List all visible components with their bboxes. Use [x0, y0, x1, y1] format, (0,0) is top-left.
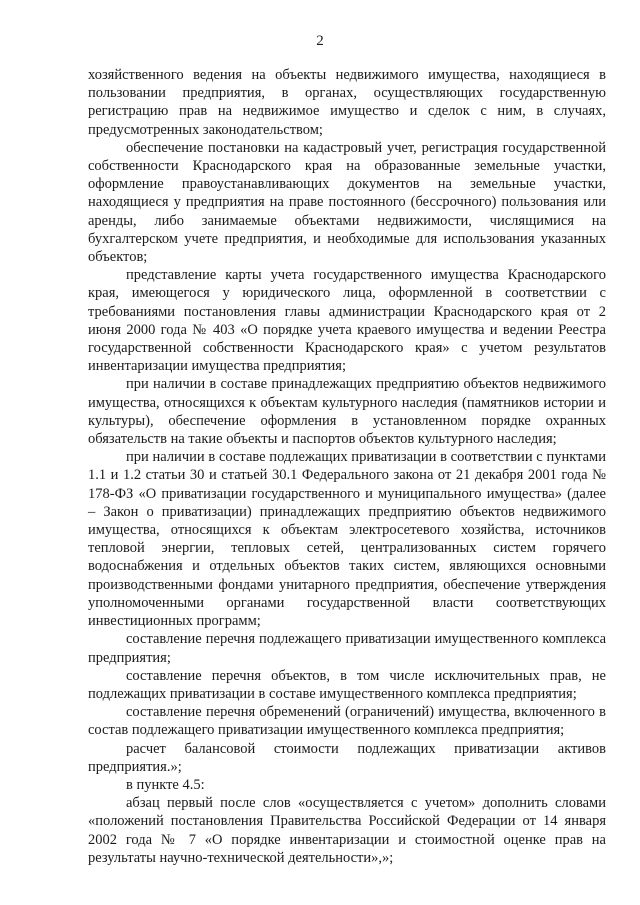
paragraph: хозяйственного ведения на объекты недвижимого имущества, находящиеся в пользовании предприятия, в органах, осуществляющих государственную регистрацию прав на недвижимое имущество и сделок с ним, в случаях, предусмотренных законодательством;	[88, 67, 606, 138]
paragraph: при наличии в составе принадлежащих предприятию объектов недвижимого имущества, относящихся к объектам культурного наследия (памятников истории и культуры), обеспечение оформления в установленном порядке охранных обязательств на такие объекты и паспортов объектов культурного наследия;	[88, 376, 606, 448]
paragraph: при наличии в составе подлежащих приватизации в соответствии с пунктами 1.1 и 1.2 статьи 30 и статьей 30.1 Федерального закона от 21 декабря 2001 года № 178-ФЗ «О приватизации государственного и муниципального имущества» (далее – Закон о приватизации) принадлежащих предприятию объектов недвижимого имущества, относящихся к объектам электросетевого хозяйства, источников тепловой энергии, тепловых сетей, централизованных систем горячего водоснабжения и отдельных объектов таких систем, являющихся основными производственными фондами унитарного предприятия, обеспечение утверждения уполномоченными органами государственной власти соответствующих инвестиционных программ;	[88, 449, 606, 630]
paragraph: в пункте 4.5:	[126, 776, 205, 793]
paragraph: представление карты учета государственного имущества Краснодарского края, имеющегося у юридического лица, оформленной в соответствии с требованиями постановления главы администрации Краснодарского края от 2 июня 2000 года № 403 «О порядке учета краевого имущества и ведении Реестра государственной собственности Краснодарского края» с учетом результатов инвентаризации имущества предприятия;	[88, 267, 606, 375]
paragraph: составление перечня подлежащего приватизации имущественного комплекса предприятия;	[88, 631, 606, 666]
paragraph: абзац первый после слов «осуществляется с учетом» дополнить словами «положений постановления Правительства Российской Федерации от 14 января 2002 года № 7 «О порядке инвентаризации и стоимостной оценке прав на результаты научно-технической деятельности»,»;	[88, 795, 606, 866]
paragraph: обеспечение постановки на кадастровый учет, регистрация государственной собственности Краснодарского края на образованные земельные участки, оформление правоустанавливающих документов на земельные участки, находящиеся у предприятия на праве постоянного (бессрочного) пользования или аренды, либо занимаемые объектами недвижимости, числящимися на бухгалтерском учете предприятия, и необходимые для использования указанных объектов;	[88, 139, 606, 266]
page-number: 2	[316, 33, 324, 49]
paragraph: составление перечня обременений (ограничений) имущества, включенного в состав подлежащего приватизации имущественного комплекса предприятия;	[88, 704, 606, 739]
document-body	[88, 66, 606, 867]
paragraph: составление перечня объектов, в том числе исключительных прав, не подлежащих приватизации в составе имущественного комплекса предприятия;	[88, 667, 606, 702]
paragraph: расчет балансовой стоимости подлежащих приватизации активов предприятия.»;	[88, 740, 606, 775]
